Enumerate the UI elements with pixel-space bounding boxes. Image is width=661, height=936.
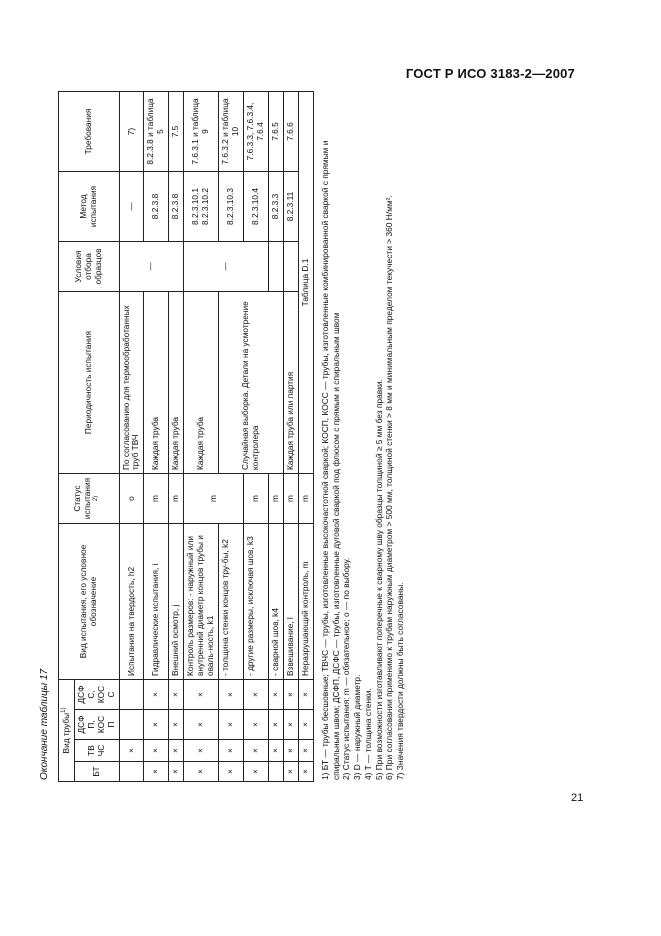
cell-dsfs: ×: [298, 680, 313, 710]
cell-status: m: [298, 474, 313, 524]
cell-test: Испытания на твердость, h2: [119, 524, 144, 680]
footnote: 1) БТ — трубы бесшовные; ТВЧС — трубы, изготовленные высокочастотной сваркой; КОСП, КОСС — трубы, изготовленные комбинированной сваркой с прямым и спиральным швом; ДСФП, ДСФС — трубы, изготовленные дуговой сваркой под флюсом с прямым и спиральным швом: [319, 140, 341, 780]
cell-bt: ×: [144, 762, 169, 782]
cell-tvchs: ×: [219, 740, 244, 762]
cell-tvchs: ×: [283, 740, 298, 762]
cell-status: о: [119, 474, 144, 524]
cell-bt: ×: [184, 762, 219, 782]
cell-method: 8.2.3.11: [283, 172, 298, 242]
cell-dsfp: ×: [219, 710, 244, 740]
cell-dsfs: ×: [169, 680, 184, 710]
table-row: [219, 92, 244, 782]
cell-req: 7.6.3.1 и таблица 9: [184, 92, 219, 172]
pipe-type-dsfp: ДСФП, КОСП: [74, 710, 119, 740]
cell-tvchs: ×: [144, 740, 169, 762]
cell-dsfp: ×: [144, 710, 169, 740]
cell-tvchs: ×: [298, 740, 313, 762]
cell-method: —: [119, 172, 144, 242]
continuation-title: Окончание таблицы 17: [39, 668, 50, 780]
cell-tvchs: ×: [268, 740, 283, 762]
sampling-header: Условия отбора образцов: [59, 242, 120, 292]
cell-dsfs: ×: [184, 680, 219, 710]
cell-dsfp: ×: [184, 710, 219, 740]
pipe-type-dsfs: ДСФС, КОСС: [74, 680, 119, 710]
footnote: 5) При возможности изготавливают поперечные к сварному шву образцы толщиной ≥ 5 мм без правки.: [373, 379, 384, 780]
cell-status: m: [144, 474, 169, 524]
cell-dsfs: ×: [283, 680, 298, 710]
table-row: [298, 92, 313, 782]
cell-sampling: [268, 242, 283, 292]
table-row: [119, 92, 144, 782]
cell-dsfs: ×: [144, 680, 169, 710]
cell-period: Каждая труба или партия: [283, 292, 298, 474]
cell-bt: ×: [244, 762, 269, 782]
pipe-type-header: Вид трубы$^{1)}$: [59, 680, 75, 782]
cell-req: 7.6.3.2 и таблица 10: [219, 92, 244, 172]
footnote: 7) Значения твердости должны быть согласованы.: [395, 582, 406, 780]
cell-req: 7.6.3.3, 7.6.3.4, 7.6.4: [244, 92, 269, 172]
table-row: [184, 92, 219, 782]
cell-bt: ×: [169, 762, 184, 782]
page-number: 21: [571, 792, 584, 804]
cell-test: Взвешивание, l: [283, 524, 298, 680]
cell-dsfp: ×: [283, 710, 298, 740]
period-header: Периодичность испытания: [59, 292, 120, 474]
rotated-landscape-block: [38, 92, 608, 782]
cell-dsfp: ×: [298, 710, 313, 740]
requirements-header: Требования: [59, 92, 120, 172]
cell-method: 8.2.3.10.3: [219, 172, 244, 242]
cell-status: m: [184, 474, 244, 524]
cell-dsfp: ×: [169, 710, 184, 740]
cell-test: Внешний осмотр, j: [169, 524, 184, 680]
cell-bt: [119, 762, 144, 782]
cell-dsfp: [119, 710, 144, 740]
table-row: [169, 92, 184, 782]
cell-method: 8.2.3.10.1 8.2.3.10.2: [184, 172, 219, 242]
cell-status: m: [268, 474, 283, 524]
footnotes: [320, 92, 406, 782]
cell-ndt-reference: Таблица D.1: [298, 92, 313, 474]
cell-req: 7.6.6: [283, 92, 298, 172]
footnote: 2) Статус испытания: m — обязательное; о — по выбору.: [341, 557, 352, 780]
cell-req: 8.2.3.8 и таблица 5: [144, 92, 169, 172]
cell-test: - толщина стенки концов тру-бы, k2: [219, 524, 244, 680]
cell-dsfs: ×: [268, 680, 283, 710]
cell-dsfs: ×: [244, 680, 269, 710]
cell-tvchs: ×: [119, 740, 144, 762]
method-header: Метод испытания: [59, 172, 120, 242]
cell-req: 7): [119, 92, 144, 172]
table-row: [144, 92, 169, 782]
cell-method: 8.2.3.3: [268, 172, 283, 242]
cell-test: - сварной шов, k4: [268, 524, 283, 680]
cell-bt: ×: [298, 762, 313, 782]
cell-dsfs: [119, 680, 144, 710]
footnote: 4) T — толщина стенки.: [362, 688, 373, 780]
cell-tvchs: ×: [169, 740, 184, 762]
cell-test: Контроль размеров: - наружный или внутренний диаметр концов трубы и оваль-ность, k1: [184, 524, 219, 680]
cell-sampling: —: [119, 242, 184, 292]
cell-sampling: [283, 242, 298, 292]
pipe-type-bt: БТ: [74, 762, 119, 782]
cell-tvchs: ×: [184, 740, 219, 762]
cell-dsfp: ×: [268, 710, 283, 740]
table-row: [283, 92, 298, 782]
cell-bt: ×: [219, 762, 244, 782]
cell-period: Случайная выборка. Детали на усмотрение контролера: [219, 292, 284, 474]
cell-req: 7.5: [169, 92, 184, 172]
cell-test: - другие размеры, исключая шов, k3: [244, 524, 269, 680]
cell-period: По согласованию для термообработанных труб ТВЧ: [119, 292, 144, 474]
cell-req: 7.6.5: [268, 92, 283, 172]
cell-status: m: [169, 474, 184, 524]
cell-period: Каждая труба: [144, 292, 169, 474]
cell-sampling: —: [184, 242, 269, 292]
document-header: ГОСТ Р ИСО 3183-2—2007: [405, 66, 575, 81]
cell-bt: [268, 762, 283, 782]
cell-test: Гидравлические испытания, i: [144, 524, 169, 680]
cell-method: 8.2.3.8: [144, 172, 169, 242]
cell-period: Каждая труба: [184, 292, 219, 474]
cell-dsfs: ×: [219, 680, 244, 710]
cell-bt: ×: [283, 762, 298, 782]
cell-tvchs: ×: [244, 740, 269, 762]
status-header: Статус испытания $^{2)}$: [59, 474, 120, 524]
rotated-page-content: [38, 92, 608, 782]
cell-status: m: [244, 474, 269, 524]
cell-status: m: [283, 474, 298, 524]
cell-method: 8.2.3.8: [169, 172, 184, 242]
footnote: 3) D — наружный диаметр.: [352, 674, 363, 780]
cell-dsfp: ×: [244, 710, 269, 740]
pipe-type-tvchs: ТВЧС: [74, 740, 119, 762]
footnote: 6) При согласовании применимо к трубам наружным диаметром > 500 мм, толщиной стенки > 8 мм и минимальным пределом текучести > 360 Н/мм².: [384, 195, 395, 780]
cell-method: 8.2.3.10.4: [244, 172, 269, 242]
test-header: Вид испытания, его условное обозначение: [59, 524, 120, 680]
cell-test: Неразрушающий контроль, m: [298, 524, 313, 680]
cell-period: Каждая труба: [169, 292, 184, 474]
tests-table: [58, 91, 314, 782]
